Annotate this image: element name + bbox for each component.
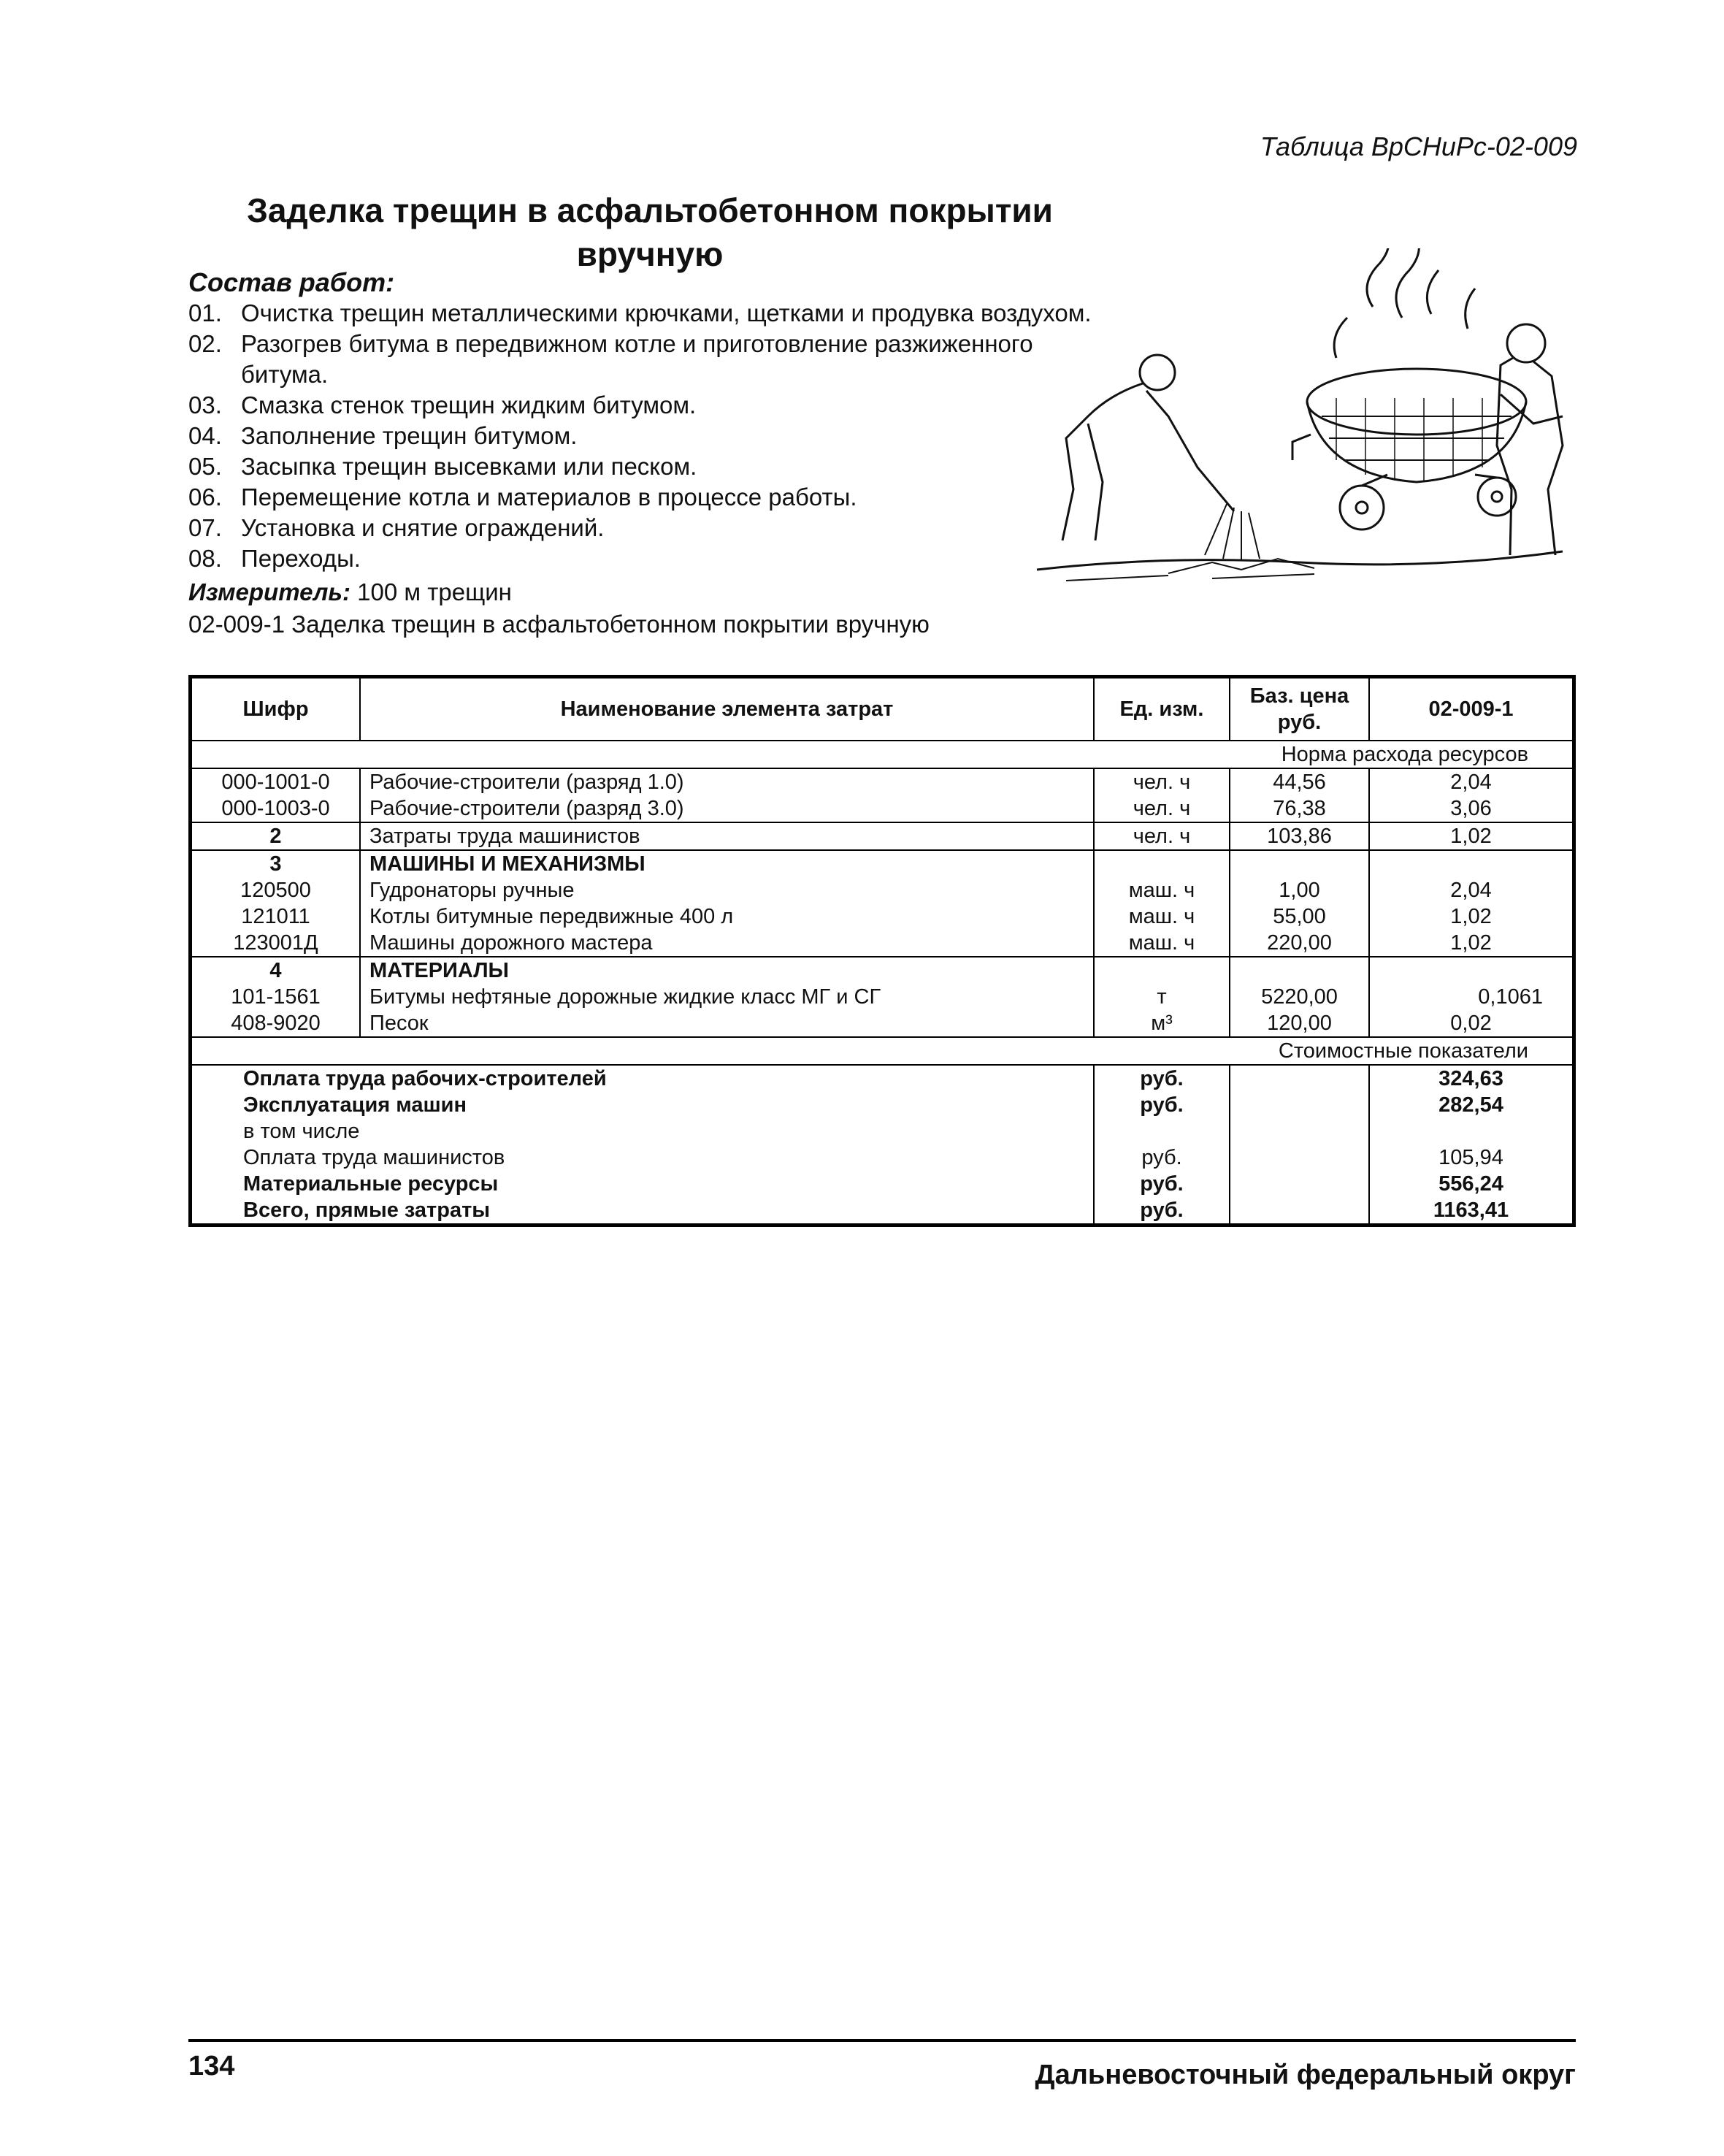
cost-unit: руб. [1094, 1197, 1230, 1226]
cost-table [188, 675, 1576, 1227]
cost-row [191, 1092, 1574, 1118]
table-subtitle: 02-009-1 Заделка трещин в асфальтобетонном покрытии вручную [188, 611, 930, 638]
cell-code: 121011 [191, 903, 361, 930]
cost-row [191, 1065, 1574, 1092]
cell-code: 123001Д [191, 930, 361, 957]
cost-price [1230, 1171, 1369, 1197]
cost-unit [1094, 1118, 1230, 1144]
work-item-num: 08. [188, 545, 222, 572]
cell-value: 0,02 [1450, 1012, 1492, 1035]
cost-name: Всего, прямые затраты [191, 1197, 1095, 1226]
work-item-num: 01. [188, 299, 222, 326]
header-unit: Ед. изм. [1094, 677, 1230, 741]
cell-code: 000-1001-0 [191, 768, 361, 795]
cell-code: 408-9020 [191, 1010, 361, 1037]
cell-price: 5220,00 [1230, 984, 1369, 1010]
cell-name: МАТЕРИАЛЫ [360, 957, 1094, 984]
cell-unit: чел. ч [1094, 795, 1230, 822]
cost-name: в том числе [191, 1118, 1095, 1144]
cell-value: 3,06 [1369, 795, 1574, 822]
measure [188, 578, 512, 606]
cell-code: 2 [191, 822, 361, 850]
cell-value: 2,04 [1450, 771, 1492, 794]
table-row [191, 1010, 1574, 1037]
cost-unit: руб. [1094, 1171, 1230, 1197]
cell-price: 76,38 [1230, 795, 1369, 822]
cost-value: 324,63 [1438, 1067, 1503, 1090]
cell-value: 1,02 [1450, 905, 1492, 928]
cell-price [1230, 957, 1369, 984]
cost-value: 105,94 [1438, 1146, 1503, 1169]
cell-code: 101-1561 [191, 984, 361, 1010]
cost-name: Материальные ресурсы [191, 1171, 1095, 1197]
table-reference: Таблица ВрСНиРс-02-009 [1260, 131, 1577, 161]
cell-value: 1,02 [1369, 930, 1574, 957]
cell-price: 55,00 [1230, 903, 1369, 930]
work-item-text: Установка и снятие ограждений. [241, 514, 605, 541]
cell-code: 3 [191, 850, 361, 877]
cell-name: Рабочие-строители (разряд 3.0) [360, 795, 1094, 822]
cell-name: Котлы битумные передвижные 400 л [360, 903, 1094, 930]
cost-value [1369, 1118, 1574, 1144]
header-code: Шифр [191, 677, 361, 741]
cost-value: 556,24 [1438, 1172, 1503, 1196]
cell-name: Битумы нефтяные дорожные жидкие класс МГ и СГ [360, 984, 1094, 1010]
cell-unit: чел. ч [1094, 822, 1230, 850]
cost-price [1230, 1118, 1369, 1144]
table-row [191, 984, 1574, 1010]
group-row-materials [191, 957, 1574, 984]
cell-value [1369, 850, 1574, 877]
cost-unit: руб. [1094, 1144, 1230, 1171]
header-value: 02-009-1 [1369, 677, 1574, 741]
cell-price [1230, 850, 1369, 877]
cell-price: 103,86 [1230, 822, 1369, 850]
work-item-text: Очистка трещин металлическими крючками, щетками и продувка воздухом. [241, 299, 1092, 326]
table-row [191, 768, 1574, 795]
work-heading: Состав работ: [188, 267, 395, 297]
cell-unit: чел. ч [1094, 768, 1230, 795]
work-item-text: Засыпка трещин высевками или песком. [241, 453, 697, 480]
cell-price: 120,00 [1230, 1010, 1369, 1037]
work-item-num: 02. [188, 330, 222, 357]
table-row [191, 795, 1574, 822]
cell-value: 1,02 [1369, 822, 1574, 850]
group-row-machines [191, 850, 1574, 877]
header-price: Баз. цена руб. [1230, 677, 1369, 741]
title-line-2: вручную [576, 235, 724, 273]
page-title [175, 188, 1125, 276]
cell-name: Затраты труда машинистов [360, 822, 1094, 850]
cell-unit: маш. ч [1094, 877, 1230, 903]
cell-unit: маш. ч [1094, 903, 1230, 930]
cost-price [1230, 1197, 1369, 1226]
cost-name: Эксплуатация машин [191, 1092, 1095, 1118]
cost-row [191, 1197, 1574, 1226]
footer-divider [188, 2039, 1576, 2042]
measure-value: 100 м трещин [357, 578, 512, 605]
cell-unit [1094, 957, 1230, 984]
table-row [191, 822, 1574, 850]
cell-name: Песок [360, 1010, 1094, 1037]
work-item-text: Переходы. [241, 545, 361, 572]
cell-code: 000-1003-0 [191, 795, 361, 822]
cell-code: 4 [191, 957, 361, 984]
work-item-text: Смазка стенок трещин жидким битумом. [241, 391, 697, 418]
work-item-text: Заполнение трещин битумом. [241, 422, 578, 449]
cell-unit: м³ [1094, 1010, 1230, 1037]
workers-bitumen-kettle-illustration [1022, 248, 1577, 592]
work-item-num: 06. [188, 483, 222, 511]
cell-name: Машины дорожного мастера [360, 930, 1094, 957]
cell-unit: т [1094, 984, 1230, 1010]
work-item-text: Перемещение котла и материалов в процессе работы. [241, 483, 857, 511]
table-row [191, 877, 1574, 903]
cost-unit: руб. [1094, 1065, 1230, 1092]
work-item-num: 07. [188, 514, 222, 541]
footer-region: Дальневосточный федеральный округ [1035, 2060, 1576, 2090]
cell-price: 1,00 [1230, 877, 1369, 903]
cost-price [1230, 1144, 1369, 1171]
cell-name: Рабочие-строители (разряд 1.0) [360, 768, 1094, 795]
cell-unit [1094, 850, 1230, 877]
cell-price: 220,00 [1230, 930, 1369, 957]
measure-label: Измеритель: [188, 578, 350, 605]
work-item-num: 05. [188, 453, 222, 480]
cost-row [191, 1144, 1574, 1171]
norm-label: Норма расхода ресурсов [191, 741, 1574, 768]
table-row [191, 930, 1574, 957]
cost-price [1230, 1092, 1369, 1118]
table-row [191, 903, 1574, 930]
cell-value [1369, 957, 1574, 984]
work-item-text: Разогрев битума в передвижном котле и приготовление разжиженного битума. [241, 330, 1033, 388]
work-item-num: 04. [188, 422, 222, 449]
header-name: Наименование элемента затрат [360, 677, 1094, 741]
cell-unit: маш. ч [1094, 930, 1230, 957]
cost-value: 282,54 [1438, 1093, 1503, 1117]
work-item-num: 03. [188, 391, 222, 418]
cell-value: 0,1061 [1478, 985, 1543, 1009]
cell-name: МАШИНЫ И МЕХАНИЗМЫ [360, 850, 1094, 877]
page-number: 134 [188, 2051, 235, 2082]
cost-unit: руб. [1094, 1092, 1230, 1118]
cost-label: Стоимостные показатели [191, 1037, 1574, 1065]
cost-name: Оплата труда рабочих-строителей [191, 1065, 1095, 1092]
cost-name: Оплата труда машинистов [191, 1144, 1095, 1171]
cost-price [1230, 1065, 1369, 1092]
cell-code: 120500 [191, 877, 361, 903]
cell-value: 2,04 [1450, 879, 1492, 902]
title-line-1: Заделка трещин в асфальтобетонном покрытии [247, 191, 1053, 229]
cost-value: 1163,41 [1433, 1199, 1509, 1222]
cost-row [191, 1118, 1574, 1144]
cell-price: 44,56 [1230, 768, 1369, 795]
cost-row [191, 1171, 1574, 1197]
cell-name: Гудронаторы ручные [360, 877, 1094, 903]
